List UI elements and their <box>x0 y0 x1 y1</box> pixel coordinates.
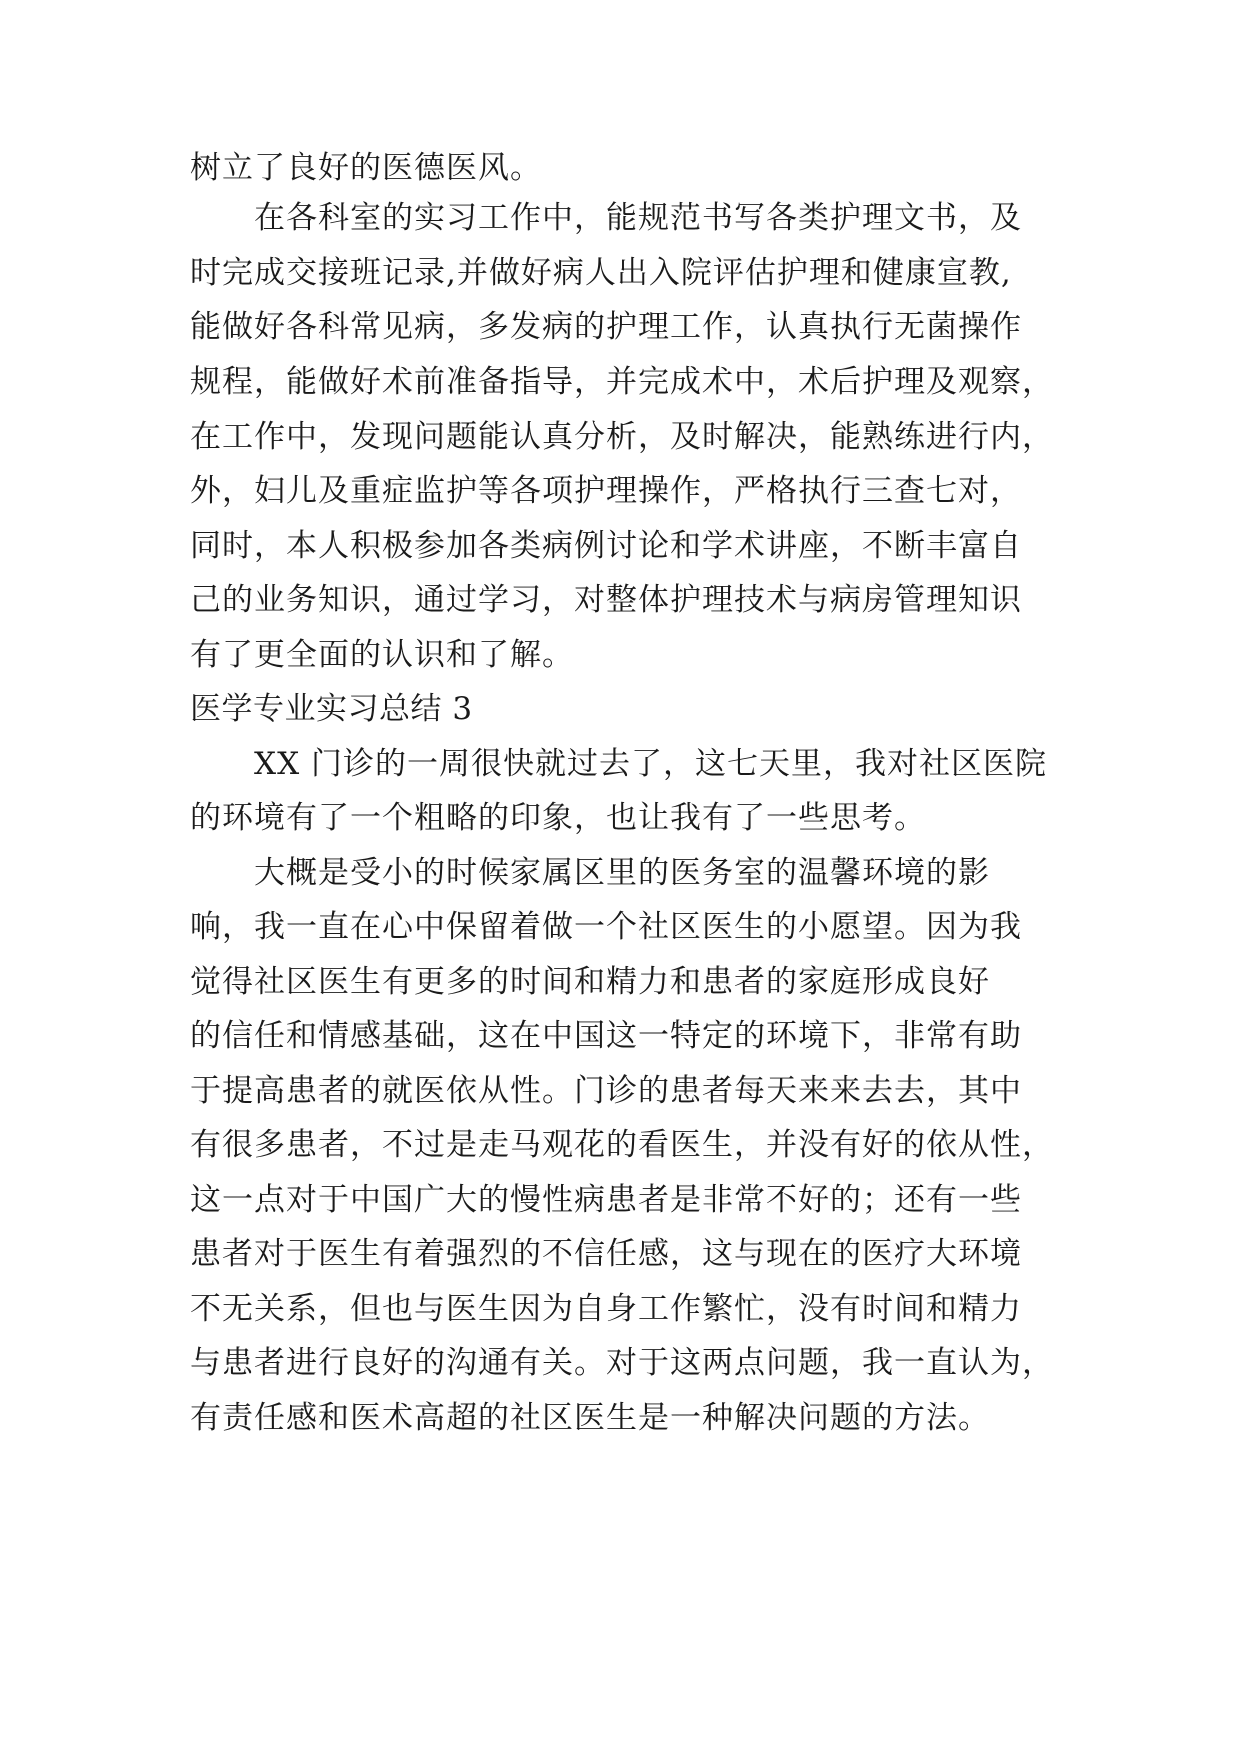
text-line: 能做好各科常见病，多发病的护理工作，认真执行无菌操作 <box>190 309 1022 345</box>
text-line: 响，我一直在心中保留着做一个社区医生的小愿望。因为我 <box>190 909 1022 945</box>
text-line: 不无关系，但也与医生因为自身工作繁忙，没有时间和精力 <box>190 1291 1022 1327</box>
paragraph-start: 大概是受小的时候家属区里的医务室的温馨环境的影 <box>254 855 990 891</box>
text-line: 有很多患者，不过是走马观花的看医生，并没有好的依从性， <box>190 1127 1054 1163</box>
text-line: 在工作中，发现问题能认真分析，及时解决，能熟练进行内， <box>190 419 1054 455</box>
section-heading: 医学专业实习总结 3 <box>190 691 473 727</box>
text-line: 有责任感和医术高超的社区医生是一种解决问题的方法。 <box>190 1400 990 1436</box>
text-line: 与患者进行良好的沟通有关。对于这两点问题，我一直认为， <box>190 1345 1054 1381</box>
text-line: 的环境有了一个粗略的印象，也让我有了一些思考。 <box>190 800 926 836</box>
paragraph-start: 在各科室的实习工作中，能规范书写各类护理文书，及 <box>254 200 1022 236</box>
text-line: 患者对于医生有着强烈的不信任感，这与现在的医疗大环境 <box>190 1236 1022 1272</box>
text-line: 觉得社区医生有更多的时间和精力和患者的家庭形成良好 <box>190 964 990 1000</box>
text-line: 这一点对于中国广大的慢性病患者是非常不好的；还有一些 <box>190 1182 1022 1218</box>
text-line: 己的业务知识，通过学习，对整体护理技术与病房管理知识 <box>190 582 1022 618</box>
text-line: 的信任和情感基础，这在中国这一特定的环境下，非常有助 <box>190 1018 1022 1054</box>
paragraph-start: XX 门诊的一周很快就过去了，这七天里，我对社区医院 <box>254 746 1047 782</box>
text-line: 时完成交接班记录,并做好病人出入院评估护理和健康宣教, <box>190 255 1012 291</box>
text-line: 外，妇儿及重症监护等各项护理操作，严格执行三查七对， <box>190 473 1022 509</box>
text-line: 有了更全面的认识和了解。 <box>190 637 574 673</box>
text-line: 于提高患者的就医依从性。门诊的患者每天来来去去，其中 <box>190 1073 1022 1109</box>
text-line: 树立了良好的医德医风。 <box>190 150 542 186</box>
text-line: 规程，能做好术前准备指导，并完成术中，术后护理及观察， <box>190 364 1054 400</box>
text-line: 同时，本人积极参加各类病例讨论和学术讲座，不断丰富自 <box>190 528 1022 564</box>
